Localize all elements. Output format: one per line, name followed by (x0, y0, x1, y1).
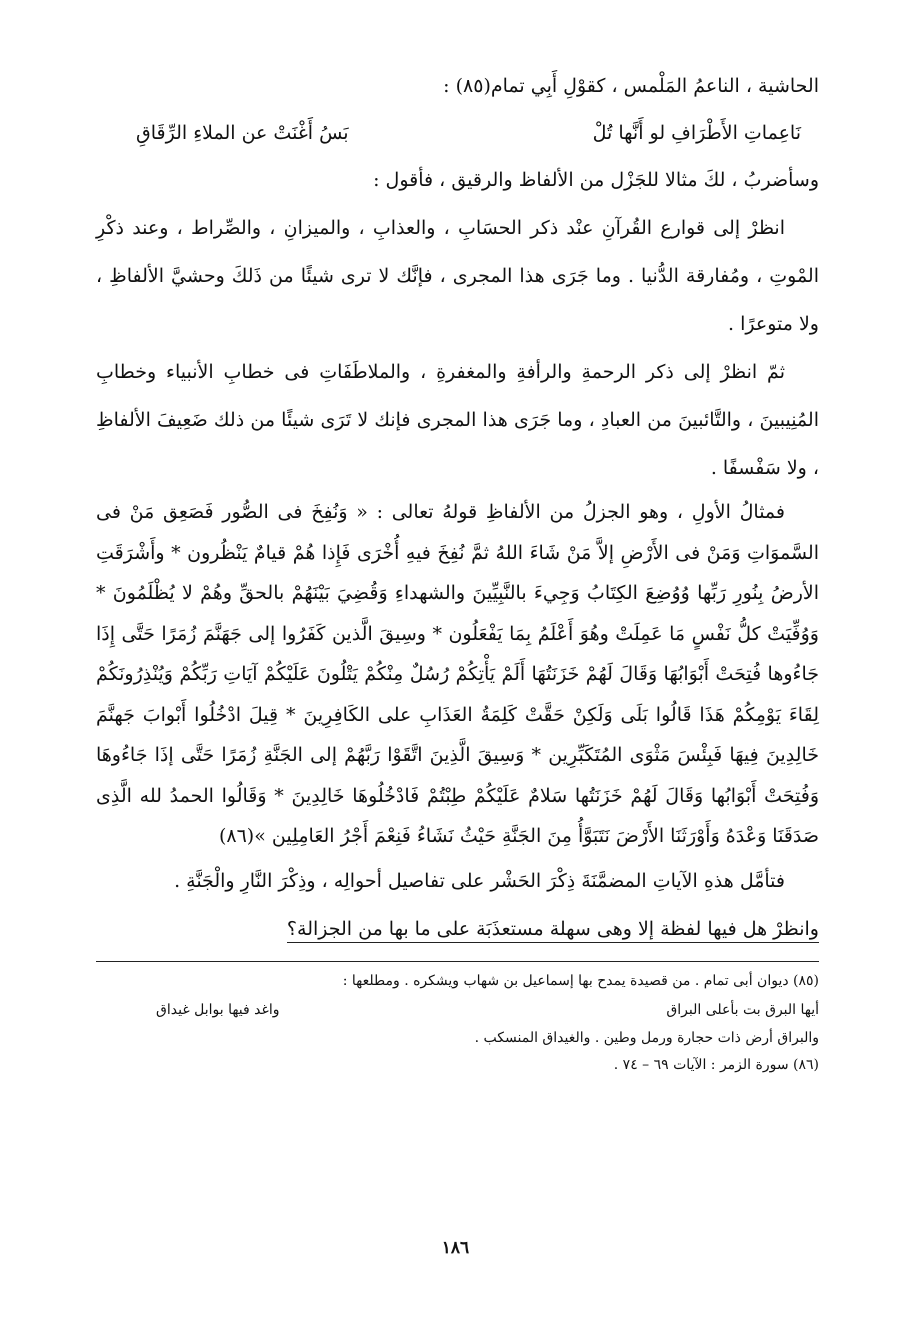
footnote-85-verse (156, 995, 819, 1025)
footnote-divider (96, 961, 819, 962)
footnote-verse-second: واغد فيها بوابل غيداق (156, 1001, 280, 1018)
footnote-verse-first: أيها البرق بت بأعلى البراق (666, 1001, 819, 1018)
final-line-wrap (96, 905, 819, 953)
verse-gap (456, 110, 486, 156)
conclusion-text (96, 857, 819, 953)
verse-second-hemistich: بَسُ أَغْنَتْ عن الملاءِ الرِّقَاقِ (136, 122, 349, 144)
main-text (96, 62, 819, 492)
page-number: ١٨٦ (441, 1238, 470, 1258)
paragraph-quran-example: فمثالُ الأولِ ، وهو الجزلُ من الألفاظِ قولهُ تعالى : « وَنُفِخَ فى الصُّور فَصَعِق مَنْ فى السَّموَاتِ وَمَنْ فى الأَرْضِ إلاَّ مَنْ شَاءَ اللهُ ثمَّ نُفِخَ فيهِ أُخْرَى فَإِذا هُمْ قيامٌ يَنْظُرون * وأَشْرَقَتِ الأرضُ بِنُورِ رَبِّها وُوُضِعَ الكِتَابُ وَجِيءَ بالنَّبِيِّينَ والشهداءِ وَقُضِيَ بَيْنَهُمْ بالحقِّ وهُمْ لا يُظْلَمُونَ * وَوُفِّيَتْ كلُّ نَفْسٍ مَا عَمِلَتْ وهُوَ أَعْلَمُ بِمَا يَفْعَلُون * وسِيقَ الَّذين كَفَرُوا إلى جَهَنَّمَ زُمَرًا حَتَّى إِذَا جَاءُوها فُتِحَتْ أَبْوَابُهَا وَقَالَ لَهُمْ خَزَنَتُهَا أَلَمْ يَأْتِكُمْ رُسُلٌ مِنْكُمْ يَتْلُونَ عَلَيْكُمْ آيَاتِ رَبِّكُمْ وَيُنْذِرُونَكُمْ لِقَاءَ يَوْمِكُمْ هَذَا قَالُوا بَلَى وَلَكِنْ حَقَّتْ كَلِمَةُ العَذَابِ على الكَافِرِينَ * قِيلَ ادْخُلُوا أَبْوابَ جَهنَّمَ خَالِدِينَ فِيهَا فَبِئْسَ مَثْوَى المُتَكَبِّرِين * وَسِيقَ الَّذِينَ اتَّقَوْا رَبَّهُمْ إلى الجَنَّةِ زُمَرًا حَتَّى إذَا جَاءُوهَا وَفُتِحَتْ أَبْوَابُها وَقَالَ لَهُمْ خَزَنَتُها سَلامٌ عَلَيْكُمْ طِبْتُمْ فَادْخُلُوهَا خَالِدِينَ * وَقَالُوا الحمدُ لله الَّذِى صَدَقَنَا وَعْدَهُ وَأَوْرَثَنَا الأَرْضَ نَتَبَوَّأُ مِنَ الجَنَّةِ حَيْثُ نَشَاءُ فَنِعْمَ أَجْرُ العَامِلِين »(٨٦) (96, 501, 819, 847)
intro-line: الحاشية ، الناعمُ المَلْمس ، كقوْلِ أَبِي تمام(٨٥) : (443, 75, 819, 97)
poem-verse (136, 110, 801, 156)
final-line: وانظرْ هل فيها لفظة إلا وهى سهلة مستعذَبَة على ما بها من الجزالة؟ (287, 918, 819, 943)
paragraph-reflection: فتأمَّل هذهِ الآياتِ المضمَّنَةَ ذِكْرَ الحَشْر على تفاصيل أحوالِه ، وذِكْرَ النَّارِ والْجَنَّةِ . (174, 869, 785, 892)
paragraph-example-intro: وسأضربُ ، لكَ مثالا للجَزْل من الألفاظ والرقيق ، فأقول : (373, 169, 819, 191)
paragraph-harsh-words: انظرْ إلى قوارع القُرآنِ عنْد ذكر الحسَابِ ، والعذابِ ، والميزانِ ، والصِّراط ، وعند ذكْرِ المْوتِ ، ومُفارقة الدُّنيا . وما جَرَى هذا المجرى ، فإنَّك لا ترى شيئًا من ذَلكَ وحشيَّ الألفاظِ ، ولا متوعرًا . (96, 217, 819, 335)
quran-quotation (96, 492, 819, 857)
footnote-85: (٨٥) ديوان أبى تمام . من قصيدة يمدح بها إسماعيل بن شهاب ويشكره . ومطلعها : (342, 972, 819, 989)
footnote-85-gloss: والبراق أرض ذات حجارة ورمل وطين . والغيداق المنسكب . (474, 1029, 819, 1046)
verse-first-hemistich: نَاعِماتِ الأَطْرَافِ لو أَنَّها تُلْ (592, 122, 801, 144)
footnote-86: (٨٦) سورة الزمر : الآيات ٦٩ – ٧٤ . (613, 1056, 819, 1073)
footnotes (96, 968, 819, 1079)
paragraph-soft-words: ثمّ انظرْ إلى ذكر الرحمةِ والرأفةِ والمغفرةِ ، والملاطَفَاتِ فى خطابِ الأنبياء وخطابِ المُنِيبينَ ، والتَّائبينَ من العبادِ ، وما جَرَى هذا المجرى فإنك لا تَرَى شيئًا من ذلك ضَعِيفَ الألفاظِ ، ولا سَفْسفًا . (96, 361, 819, 479)
